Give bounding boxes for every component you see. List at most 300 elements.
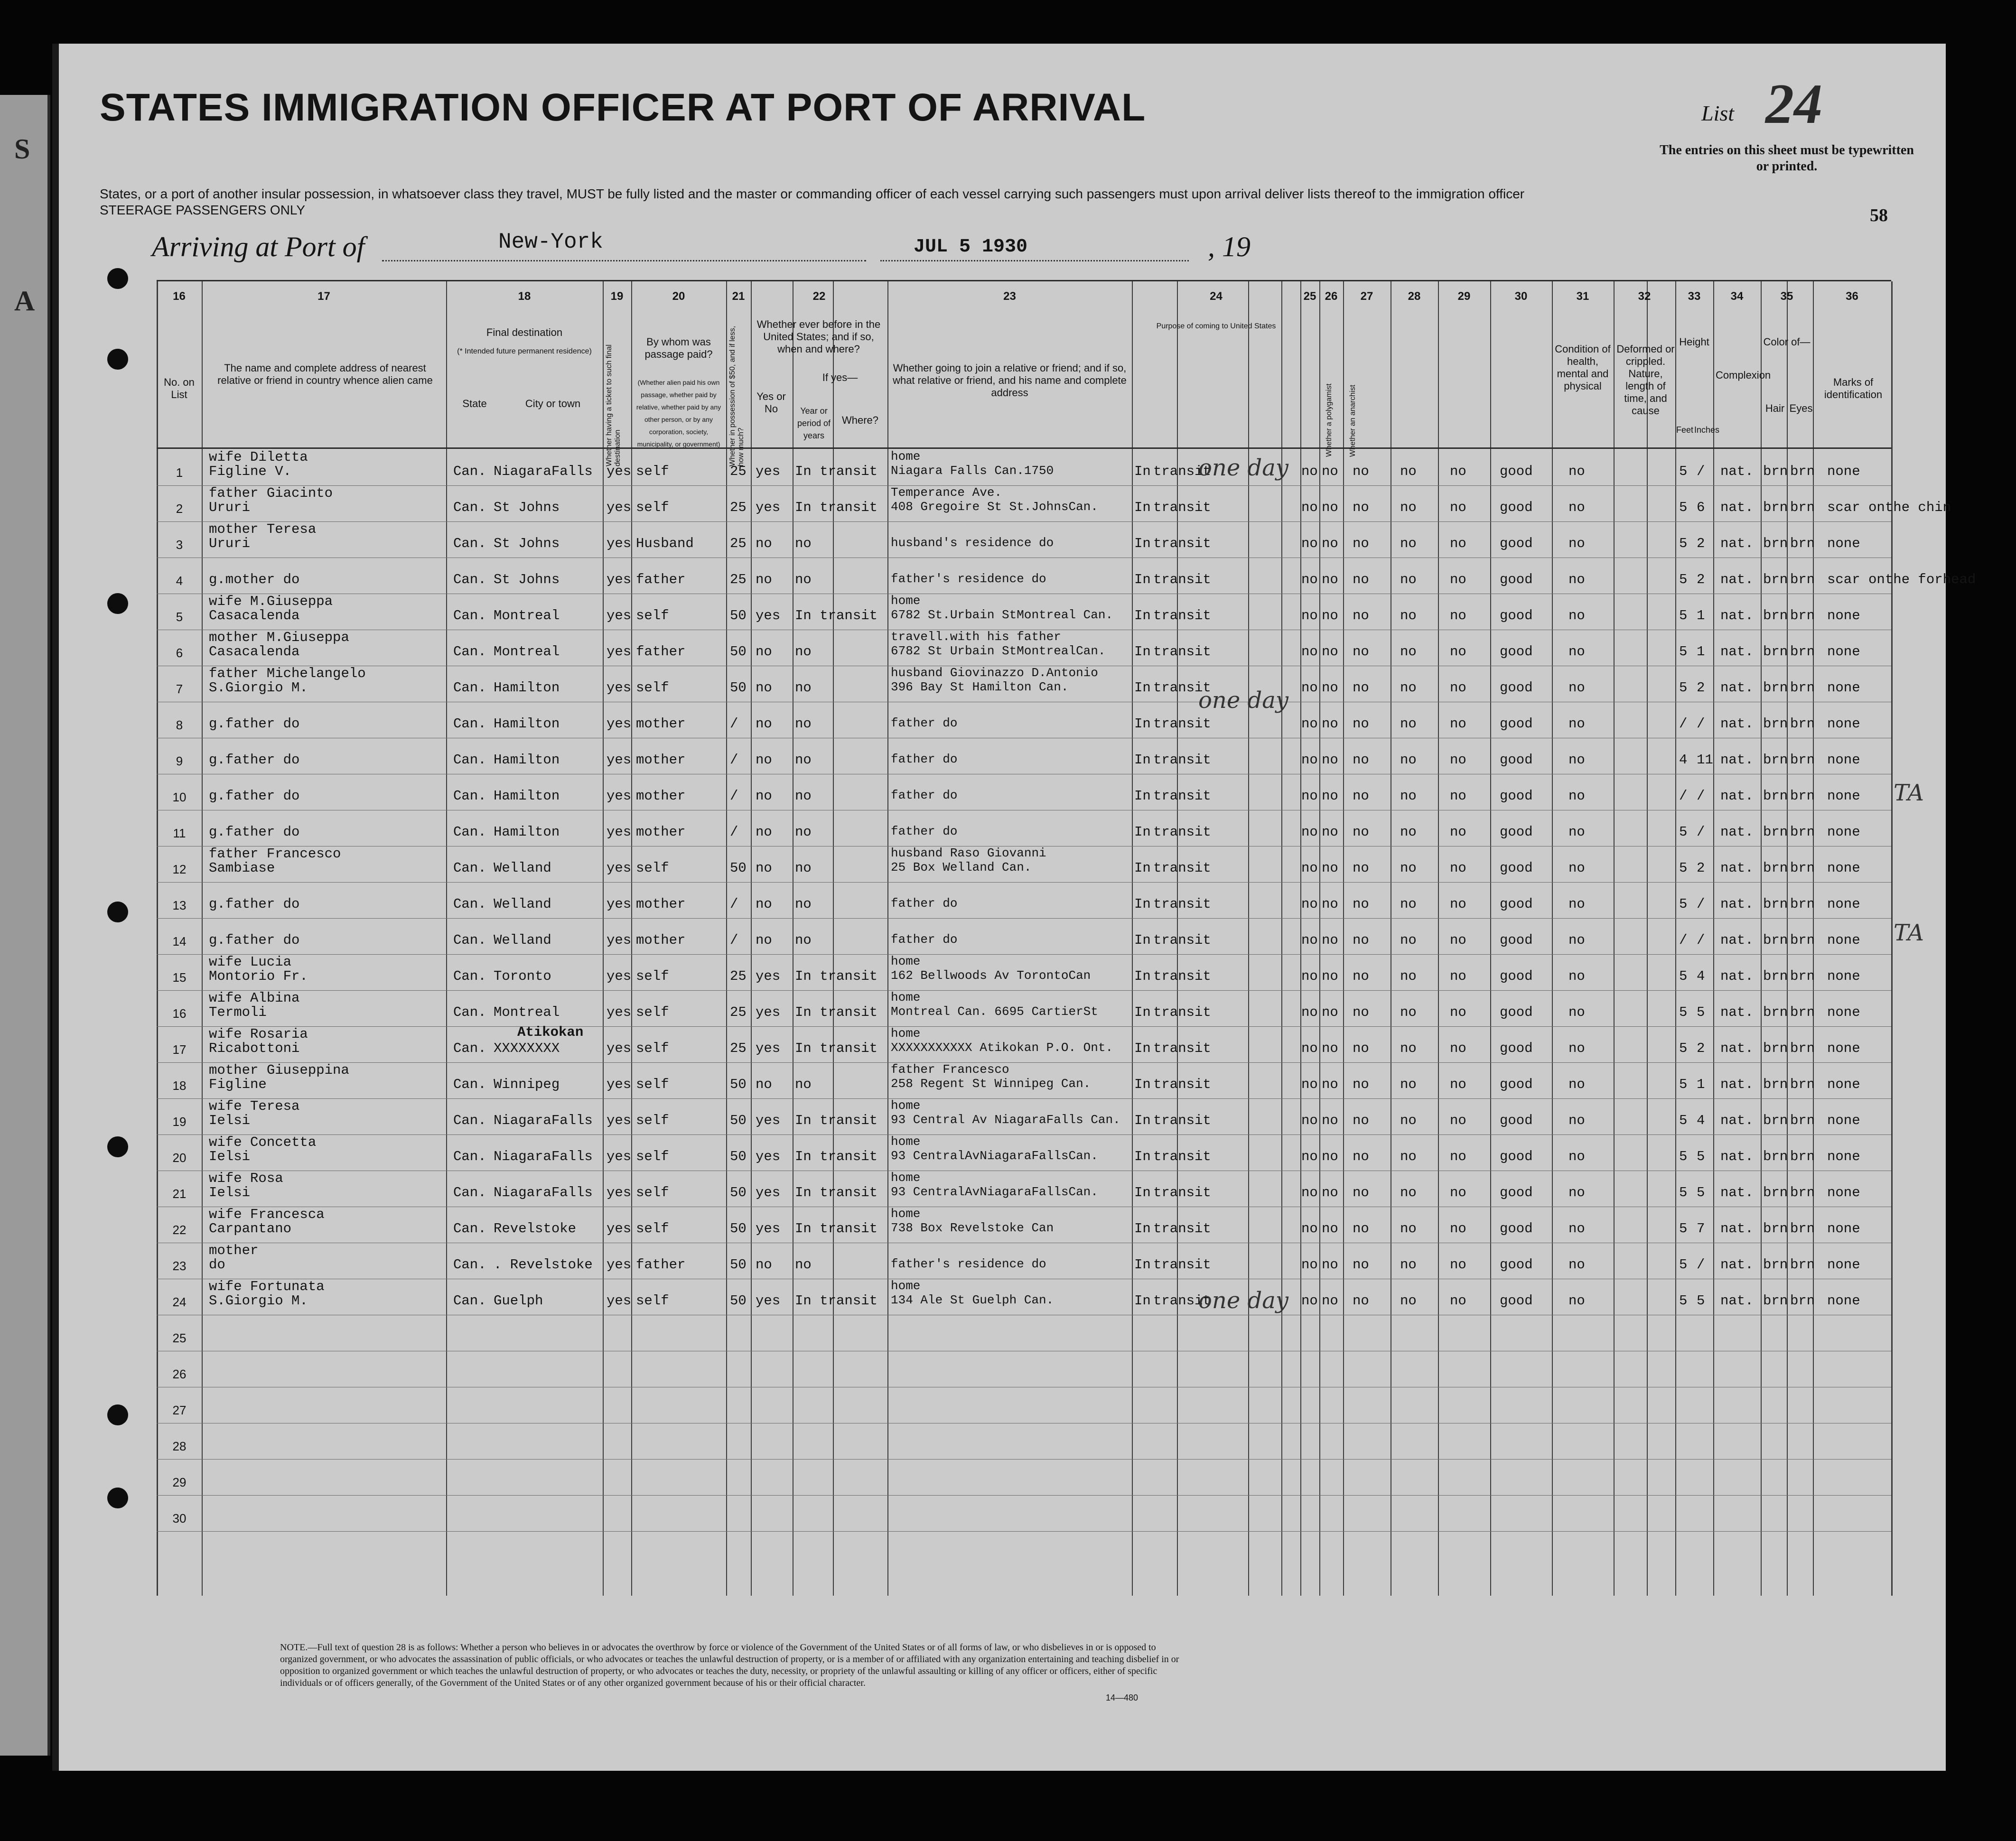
- cell-eyes: brn: [1790, 1041, 1815, 1056]
- cell-relative2: Figline: [209, 1077, 267, 1092]
- notice-text: [100, 186, 1618, 218]
- cell-relative2: Casacalenda: [209, 608, 300, 623]
- cell-health: good: [1500, 932, 1533, 948]
- cell-ticket: yes: [607, 608, 632, 623]
- cell-inches: 5: [1697, 1185, 1705, 1200]
- cell-where: In transit: [795, 608, 878, 623]
- cell-state: Can.: [453, 788, 486, 804]
- column-rule: [1319, 281, 1320, 1596]
- cell-inches: 5: [1697, 1004, 1705, 1020]
- cell-city: St Johns: [494, 536, 560, 551]
- cell-inches: /: [1697, 932, 1705, 948]
- cell-poly: no: [1301, 932, 1318, 948]
- cell-paid: self: [636, 1293, 669, 1309]
- header-eyes: Eyes: [1789, 402, 1813, 414]
- cell-money: 50: [730, 1185, 747, 1200]
- cell-joining2: 93 CentralAvNiagaraFallsCan.: [891, 1185, 1098, 1199]
- cell-q28: no: [1353, 968, 1369, 984]
- cell-q29: no: [1400, 536, 1417, 551]
- cell-purpose: In: [1134, 1004, 1151, 1020]
- page-title: STATES IMMIGRATION OFFICER AT PORT OF ARRIVAL: [100, 86, 1146, 129]
- cell-feet: /: [1679, 788, 1688, 804]
- column-rule: [887, 281, 888, 1596]
- cell-relative: wife Lucia: [209, 954, 292, 970]
- cell-feet: /: [1679, 932, 1688, 948]
- row-number: 8: [176, 718, 183, 732]
- cell-ticket: yes: [607, 1221, 632, 1237]
- cell-joining2: father do: [891, 932, 958, 947]
- header-relative-abroad: The name and complete address of nearest relative or friend in country whence alien came: [217, 362, 433, 386]
- cell-joining: home: [891, 990, 921, 1004]
- cell-eyes: brn: [1790, 536, 1815, 551]
- cell-poly: no: [1301, 1041, 1318, 1056]
- cell-ticket: yes: [607, 1149, 632, 1164]
- cell-relative2: Ururi: [209, 500, 251, 515]
- cell-relative2: Casacalenda: [209, 644, 300, 660]
- cell-hair: brn: [1763, 572, 1788, 587]
- cell-feet: 5: [1679, 824, 1688, 840]
- cell-before: no: [756, 788, 772, 804]
- cell-ticket: yes: [607, 932, 632, 948]
- cell-complexion: nat.: [1720, 464, 1754, 479]
- header-ticket: Whether having a ticket to such final destination: [605, 344, 622, 466]
- cell-city: Guelph: [494, 1293, 543, 1309]
- cell-state: Can.: [453, 824, 486, 840]
- cell-paid: self: [636, 680, 669, 696]
- cell-relative2: g.father do: [209, 932, 300, 948]
- manifest-table: [157, 280, 1976, 1596]
- cell-before: yes: [756, 1113, 781, 1128]
- cell-q28: no: [1353, 824, 1369, 840]
- row-number: 13: [172, 898, 187, 912]
- cell-q30: no: [1450, 1113, 1466, 1128]
- cell-hair: brn: [1763, 1149, 1788, 1164]
- header-health: Condition of health, mental and physical: [1555, 343, 1611, 392]
- cell-health: good: [1500, 968, 1533, 984]
- cell-money: 50: [730, 1077, 747, 1092]
- cell-money: 50: [730, 1257, 747, 1273]
- cell-complexion: nat.: [1720, 1293, 1754, 1309]
- header-money: Whether in possession of $50, and if less, how much?: [728, 325, 745, 466]
- cell-purpose: In: [1134, 536, 1151, 551]
- cell-hair: brn: [1763, 500, 1788, 515]
- cell-purpose: In: [1134, 1149, 1151, 1164]
- cell-ticket: yes: [607, 1293, 632, 1309]
- row-number: 11: [173, 826, 186, 840]
- binder-hole: [107, 349, 128, 370]
- cell-money: 25: [730, 536, 747, 551]
- cell-relative2: g.father do: [209, 716, 300, 732]
- column-rule: [1761, 281, 1762, 1596]
- cell-hair: brn: [1763, 464, 1788, 479]
- cell-poly: no: [1301, 860, 1318, 876]
- column-rule: [1438, 281, 1439, 1596]
- cell-joining2: Montreal Can. 6695 CartierSt: [891, 1004, 1098, 1019]
- column-rule: [1647, 281, 1648, 1596]
- cell-q28: no: [1353, 608, 1369, 623]
- cell-money: 50: [730, 860, 747, 876]
- list-number: 24: [1765, 72, 1822, 135]
- cell-city: Hamilton: [494, 788, 560, 804]
- cell-q29: no: [1400, 608, 1417, 623]
- cell-where: no: [795, 572, 812, 587]
- cell-relative2: Carpantano: [209, 1221, 292, 1237]
- cell-marks: none: [1827, 896, 1860, 912]
- year-label: , 19: [1208, 231, 1251, 262]
- cell-q28: no: [1353, 572, 1369, 587]
- cell-anar: no: [1322, 572, 1338, 587]
- cell-q30: no: [1450, 1077, 1466, 1092]
- cell-q28: no: [1353, 1293, 1369, 1309]
- cell-marks: none: [1827, 1041, 1860, 1056]
- cell-poly: no: [1301, 1221, 1318, 1237]
- cell-marks: none: [1827, 1257, 1860, 1273]
- cell-feet: 5: [1679, 968, 1688, 984]
- cell-before: yes: [756, 608, 781, 623]
- cell-city: NiagaraFalls: [494, 1149, 593, 1164]
- cell-eyes: brn: [1790, 824, 1815, 840]
- cell-hair: brn: [1763, 1185, 1788, 1200]
- cell-joining2: 93 CentralAvNiagaraFallsCan.: [891, 1149, 1098, 1163]
- cell-inches: /: [1697, 824, 1705, 840]
- cell-purpose: In: [1134, 968, 1151, 984]
- cell-poly: no: [1301, 464, 1318, 479]
- row-rule: [157, 485, 1891, 486]
- cell-joining2: father do: [891, 716, 958, 730]
- header-city: City or town: [525, 398, 581, 409]
- cell-health: good: [1500, 1257, 1533, 1273]
- cell-relative2: Sambiase: [209, 860, 275, 876]
- cell-relative: wife Concetta: [209, 1134, 317, 1150]
- cell-hair: brn: [1763, 860, 1788, 876]
- cell-where: In transit: [795, 464, 878, 479]
- cell-state: Can.: [453, 896, 486, 912]
- cell-health: good: [1500, 500, 1533, 515]
- cell-purpose2: transit: [1153, 752, 1211, 768]
- cell-purpose2: transit: [1153, 680, 1211, 696]
- cell-marks: none: [1827, 1149, 1860, 1164]
- cell-where: no: [795, 644, 812, 660]
- cell-purpose2: transit: [1153, 536, 1211, 551]
- cell-health: good: [1500, 644, 1533, 660]
- cell-city: St Johns: [494, 572, 560, 587]
- cell-state: Can.: [453, 1004, 486, 1020]
- cell-inches: /: [1697, 896, 1705, 912]
- cell-before: yes: [756, 1293, 781, 1309]
- cell-anar: no: [1322, 1149, 1338, 1164]
- column-number: 31: [1576, 290, 1589, 303]
- cell-q28: no: [1353, 680, 1369, 696]
- pencil-one-day: one day: [1198, 687, 1288, 714]
- cell-city: XXXXXXXX: [494, 1041, 560, 1056]
- cell-poly: no: [1301, 1257, 1318, 1273]
- row-number: 9: [176, 754, 183, 768]
- cell-state: Can.: [453, 1041, 486, 1056]
- cell-eyes: brn: [1790, 1004, 1815, 1020]
- cell-marks: none: [1827, 1221, 1860, 1237]
- cell-city: Welland: [494, 896, 551, 912]
- cell-feet: 5: [1679, 1077, 1688, 1092]
- cell-eyes: brn: [1790, 500, 1815, 515]
- cell-relative2: Figline V.: [209, 464, 292, 479]
- cell-paid: self: [636, 1113, 669, 1128]
- cell-feet: 5: [1679, 1004, 1688, 1020]
- cell-relative2: g.father do: [209, 752, 300, 768]
- cell-joining2: husband's residence do: [891, 536, 1054, 550]
- header-hair: Hair: [1765, 402, 1785, 414]
- cell-where: In transit: [795, 1113, 878, 1128]
- cell-q30: no: [1450, 824, 1466, 840]
- cell-paid: self: [636, 1041, 669, 1056]
- cell-feet: 5: [1679, 896, 1688, 912]
- column-number: 19: [610, 290, 624, 303]
- cell-money: 50: [730, 608, 747, 623]
- cell-ticket: yes: [607, 896, 632, 912]
- cell-inches: 2: [1697, 860, 1705, 876]
- cell-before: no: [756, 644, 772, 660]
- cell-anar: no: [1322, 860, 1338, 876]
- cell-money: /: [730, 752, 738, 768]
- cell-inches: 5: [1697, 1293, 1705, 1309]
- binder-hole: [107, 268, 128, 289]
- cell-inches: 5: [1697, 1149, 1705, 1164]
- cell-money: 50: [730, 1113, 747, 1128]
- column-rule: [1713, 281, 1714, 1596]
- cell-money: 50: [730, 1221, 747, 1237]
- cell-health: good: [1500, 1041, 1533, 1056]
- column-number: 25: [1303, 290, 1316, 303]
- row-number: 7: [176, 682, 183, 696]
- cell-relative2: g.mother do: [209, 572, 300, 587]
- cell-joining: home: [891, 1098, 921, 1113]
- cell-relative2: g.father do: [209, 824, 300, 840]
- binder-hole: [107, 593, 128, 614]
- cell-state: Can.: [453, 716, 486, 732]
- cell-ticket: yes: [607, 500, 632, 515]
- row-rule: [157, 1026, 1891, 1027]
- cell-relative: mother Giuseppina: [209, 1062, 349, 1078]
- cell-q30: no: [1450, 860, 1466, 876]
- cell-before: no: [756, 932, 772, 948]
- cell-anar: no: [1322, 1041, 1338, 1056]
- cell-complexion: nat.: [1720, 1077, 1754, 1092]
- cell-poly: no: [1301, 752, 1318, 768]
- cell-feet: 5: [1679, 680, 1688, 696]
- cell-relative: mother Teresa: [209, 521, 317, 537]
- cell-marks: scar onthe forhead: [1827, 572, 1976, 587]
- cell-before: yes: [756, 1149, 781, 1164]
- cell-inches: 2: [1697, 1041, 1705, 1056]
- cell-inches: 4: [1697, 1113, 1705, 1128]
- cell-eyes: brn: [1790, 1221, 1815, 1237]
- header-rule: [157, 447, 1891, 449]
- cell-city: St Johns: [494, 500, 560, 515]
- cell-ticket: yes: [607, 464, 632, 479]
- cell-inches: 4: [1697, 968, 1705, 984]
- cell-joining: home: [891, 954, 921, 968]
- row-number: 1: [176, 465, 183, 480]
- header-anarchist: Whether an anarchist: [1349, 384, 1357, 457]
- cell-before: no: [756, 680, 772, 696]
- row-rule: [157, 918, 1891, 919]
- cell-deformed: no: [1568, 1113, 1585, 1128]
- column-number: 33: [1688, 290, 1701, 303]
- cell-feet: /: [1679, 716, 1688, 732]
- column-number: 36: [1846, 290, 1858, 303]
- cell-before: no: [756, 860, 772, 876]
- cell-paid: self: [636, 1149, 669, 1164]
- cell-state: Can.: [453, 1113, 486, 1128]
- cell-where: In transit: [795, 500, 878, 515]
- cell-money: 25: [730, 464, 747, 479]
- column-number: 21: [732, 290, 745, 303]
- arrival-date: JUL 5 1930: [914, 236, 1028, 258]
- cell-marks: none: [1827, 1077, 1860, 1092]
- cell-marks: scar onthe chin: [1827, 500, 1951, 515]
- row-rule: [157, 882, 1891, 883]
- cell-purpose2: transit: [1153, 1257, 1211, 1273]
- cell-marks: none: [1827, 1293, 1860, 1309]
- cell-purpose: In: [1134, 572, 1151, 587]
- cell-inches: 1: [1697, 644, 1705, 660]
- cell-deformed: no: [1568, 1041, 1585, 1056]
- cell-hair: brn: [1763, 932, 1788, 948]
- cell-where: In transit: [795, 1149, 878, 1164]
- cell-paid: father: [636, 572, 686, 587]
- cell-q28: no: [1353, 1185, 1369, 1200]
- cell-q30: no: [1450, 1221, 1466, 1237]
- cell-purpose2: transit: [1153, 1293, 1211, 1309]
- cell-q29: no: [1400, 572, 1417, 587]
- row-number: 25: [172, 1331, 187, 1345]
- cell-joining: home: [891, 1171, 921, 1185]
- cell-city: Hamilton: [494, 680, 560, 696]
- cell-where: In transit: [795, 1004, 878, 1020]
- column-rule: [1552, 281, 1553, 1596]
- cell-purpose: In: [1134, 1113, 1151, 1128]
- cell-feet: 5: [1679, 1293, 1688, 1309]
- cell-before: no: [756, 716, 772, 732]
- cell-relative2: g.father do: [209, 788, 300, 804]
- cell-health: good: [1500, 824, 1533, 840]
- column-number: 26: [1325, 290, 1338, 303]
- cell-anar: no: [1322, 1113, 1338, 1128]
- cell-joining2: father's residence do: [891, 1257, 1046, 1271]
- cell-joining2: father do: [891, 752, 958, 766]
- cell-hair: brn: [1763, 1077, 1788, 1092]
- row-number: 27: [172, 1403, 187, 1417]
- cell-inches: /: [1697, 788, 1705, 804]
- header-purpose: Purpose of coming to United States: [1156, 322, 1276, 330]
- header-final-destination: Final destination: [486, 326, 563, 338]
- cell-q28: no: [1353, 1257, 1369, 1273]
- cell-purpose: In: [1134, 716, 1151, 732]
- column-number: 16: [173, 290, 186, 303]
- cell-city: NiagaraFalls: [494, 1185, 593, 1200]
- cell-deformed: no: [1568, 1257, 1585, 1273]
- cell-relative: wife Diletta: [209, 449, 308, 465]
- cell-paid: mother: [636, 788, 686, 804]
- cell-deformed: no: [1568, 752, 1585, 768]
- cell-purpose: In: [1134, 860, 1151, 876]
- cell-anar: no: [1322, 1293, 1338, 1309]
- cell-q29: no: [1400, 932, 1417, 948]
- cell-city: Hamilton: [494, 824, 560, 840]
- cell-eyes: brn: [1790, 896, 1815, 912]
- cell-eyes: brn: [1790, 608, 1815, 623]
- cell-q28: no: [1353, 896, 1369, 912]
- pencil-one-day: one day: [1198, 1287, 1288, 1314]
- cell-eyes: brn: [1790, 860, 1815, 876]
- cell-hair: brn: [1763, 752, 1788, 768]
- cell-joining: home: [891, 1207, 921, 1221]
- page-number: 58: [1870, 205, 1888, 225]
- cell-before: no: [756, 824, 772, 840]
- cell-paid: mother: [636, 896, 686, 912]
- cell-relative2: Termoli: [209, 1004, 267, 1020]
- cell-money: /: [730, 716, 738, 732]
- cell-q30: no: [1450, 896, 1466, 912]
- cell-marks: none: [1827, 716, 1860, 732]
- cell-q30: no: [1450, 680, 1466, 696]
- cell-poly: no: [1301, 1004, 1318, 1020]
- cell-anar: no: [1322, 464, 1338, 479]
- cell-money: 50: [730, 680, 747, 696]
- column-rule: [1675, 281, 1676, 1596]
- cell-relative2: S.Giorgio M.: [209, 1293, 308, 1309]
- cell-where: no: [795, 716, 812, 732]
- cell-eyes: brn: [1790, 716, 1815, 732]
- cell-paid: self: [636, 1004, 669, 1020]
- cell-marks: none: [1827, 1185, 1860, 1200]
- cell-hair: brn: [1763, 788, 1788, 804]
- cell-q29: no: [1400, 896, 1417, 912]
- cell-anar: no: [1322, 752, 1338, 768]
- cell-purpose2: transit: [1153, 1185, 1211, 1200]
- header-state: State: [462, 398, 487, 409]
- cell-ticket: yes: [607, 644, 632, 660]
- cell-joining2: 6782 St Urbain StMontrealCan.: [891, 644, 1106, 658]
- cell-city: Montreal: [494, 1004, 560, 1020]
- cell-state: Can.: [453, 1149, 486, 1164]
- cell-q29: no: [1400, 1149, 1417, 1164]
- cell-joining: father Francesco: [891, 1062, 1009, 1077]
- cell-q28: no: [1353, 752, 1369, 768]
- cell-ticket: yes: [607, 680, 632, 696]
- cell-poly: no: [1301, 644, 1318, 660]
- cell-joining: travell.with his father: [891, 630, 1061, 644]
- cell-before: yes: [756, 500, 781, 515]
- cell-state: Can.: [453, 932, 486, 948]
- cell-city-correction: Atikokan: [517, 1024, 584, 1040]
- cell-eyes: brn: [1790, 968, 1815, 984]
- cell-q29: no: [1400, 1113, 1417, 1128]
- cell-deformed: no: [1568, 644, 1585, 660]
- cell-joining2: father do: [891, 896, 958, 911]
- cell-city: Hamilton: [494, 752, 560, 768]
- cell-joining2: 25 Box Welland Can.: [891, 860, 1032, 874]
- header-no-on-list: No. on List: [164, 376, 195, 400]
- cell-q29: no: [1400, 752, 1417, 768]
- cell-feet: 5: [1679, 536, 1688, 551]
- cell-inches: 1: [1697, 1077, 1705, 1092]
- cell-relative2: Ielsi: [209, 1113, 251, 1128]
- cell-purpose: In: [1134, 824, 1151, 840]
- cell-complexion: nat.: [1720, 1149, 1754, 1164]
- cell-q30: no: [1450, 788, 1466, 804]
- cell-q29: no: [1400, 716, 1417, 732]
- cell-poly: no: [1301, 716, 1318, 732]
